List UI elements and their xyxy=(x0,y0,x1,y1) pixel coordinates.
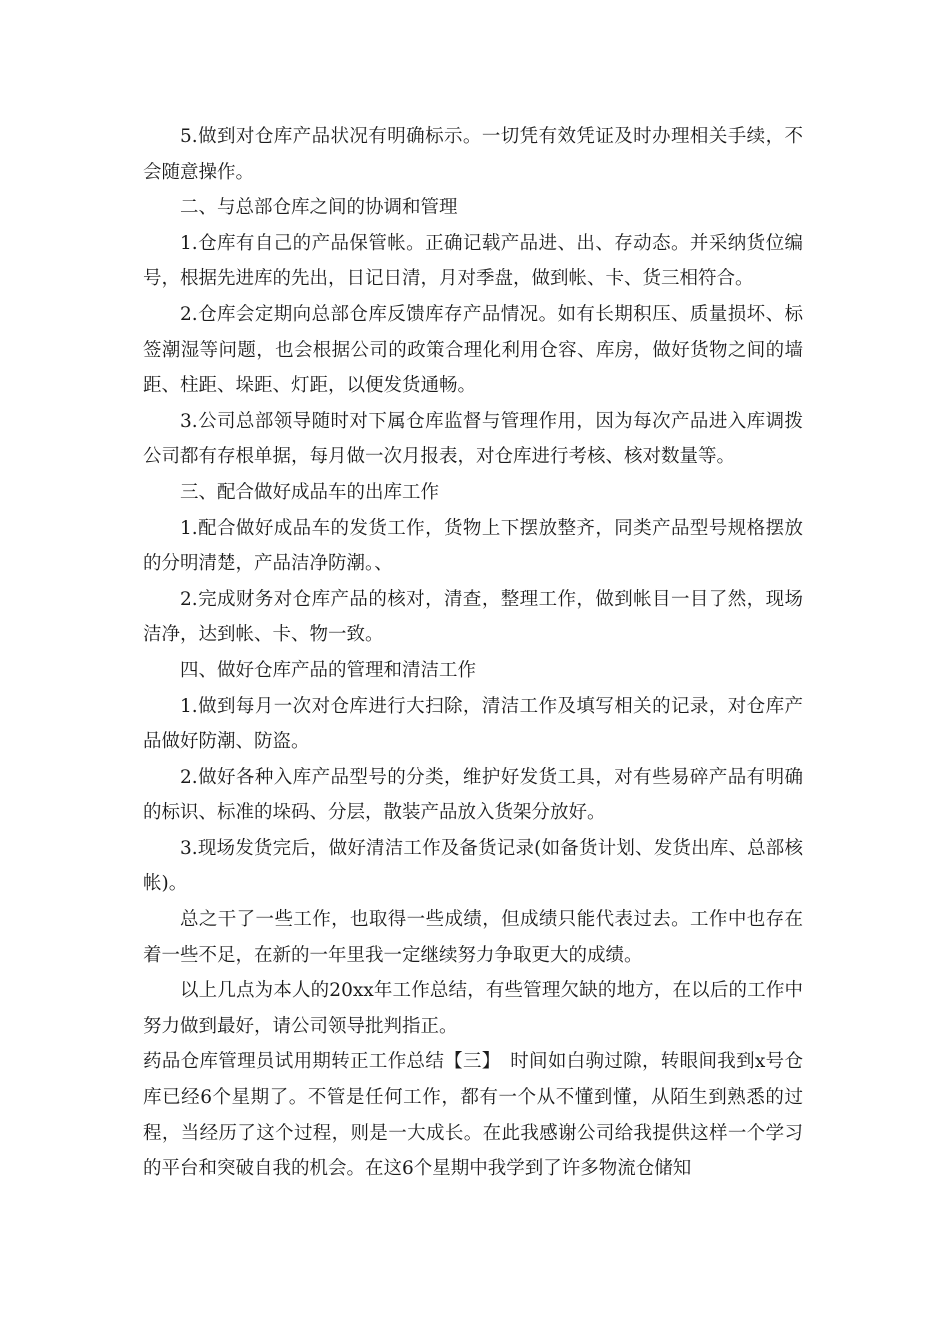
section-heading-3: 三、配合做好成品车的出库工作 xyxy=(180,481,440,503)
document-body xyxy=(143,119,803,1187)
paragraph-4-3: 3.现场发货完后，做好清洁工作及备货记录(如备货计划、发货出库、总部核帐)。 xyxy=(143,837,803,895)
paragraph-4-2: 2.做好各种入库产品型号的分类，维护好发货工具，对有些易碎产品有明确的标识、标准的垛码、分层，散装产品放入货架分放好。 xyxy=(143,766,803,824)
section-three-paragraph xyxy=(143,1044,803,1186)
paragraph-2-3: 3.公司总部领导随时对下属仓库监督与管理作用，因为每次产品进入库调拨公司都有存根单据，每月做一次月报表，对仓库进行考核、核对数量等。 xyxy=(143,410,803,468)
paragraph-3-1: 1.配合做好成品车的发货工作，货物上下摆放整齐，同类产品型号规格摆放的分明清楚，产品洁净防潮。、 xyxy=(143,517,803,575)
section-body: 时间如白驹过隙，转眼间我到x号仓库已经6个星期了。不管是任何工作，都有一个从不懂到懂，从陌生到熟悉的过程，当经历了这个过程，则是一大成长。在此我感谢公司给我提供这样一个学习的平台和突破自我的机会。在这6个星期中我学到了许多物流仓储知 xyxy=(143,1051,803,1180)
paragraph-closing: 以上几点为本人的20xx年工作总结，有些管理欠缺的地方，在以后的工作中努力做到最好，请公司领导批判指正。 xyxy=(143,980,803,1037)
section-title: 药品仓库管理员试用期转正工作总结【三】 xyxy=(143,1051,492,1073)
section-heading-2: 二、与总部仓库之间的协调和管理 xyxy=(180,197,458,219)
paragraph-item-5: 5.做到对仓库产品状况有明确标示。一切凭有效凭证及时办理相关手续，不会随意操作。 xyxy=(143,126,803,183)
paragraph-2-2: 2.仓库会定期向总部仓库反馈库存产品情况。如有长期积压、质量损坏、标签潮湿等问题，也会根据公司的政策合理化利用仓容、库房，做好货物之间的墙距、柱距、垛距、灯距，以便发货通畅。 xyxy=(143,303,803,397)
section-heading-4: 四、做好仓库产品的管理和清洁工作 xyxy=(180,659,477,681)
paragraph-3-2: 2.完成财务对仓库产品的核对，清查，整理工作，做到帐目一目了然，现场洁净，达到帐、卡、物一致。 xyxy=(143,588,803,646)
paragraph-2-1: 1.仓库有自己的产品保管帐。正确记载产品进、出、存动态。并采纳货位编号，根据先进库的先出，日记日清，月对季盘，做到帐、卡、货三相符合。 xyxy=(143,232,803,290)
paragraph-summary: 总之干了一些工作，也取得一些成绩，但成绩只能代表过去。工作中也存在着一些不足，在新的一年里我一定继续努力争取更大的成绩。 xyxy=(143,909,803,966)
paragraph-4-1: 1.做到每月一次对仓库进行大扫除，清洁工作及填写相关的记录，对仓库产品做好防潮、防盗。 xyxy=(143,695,803,753)
